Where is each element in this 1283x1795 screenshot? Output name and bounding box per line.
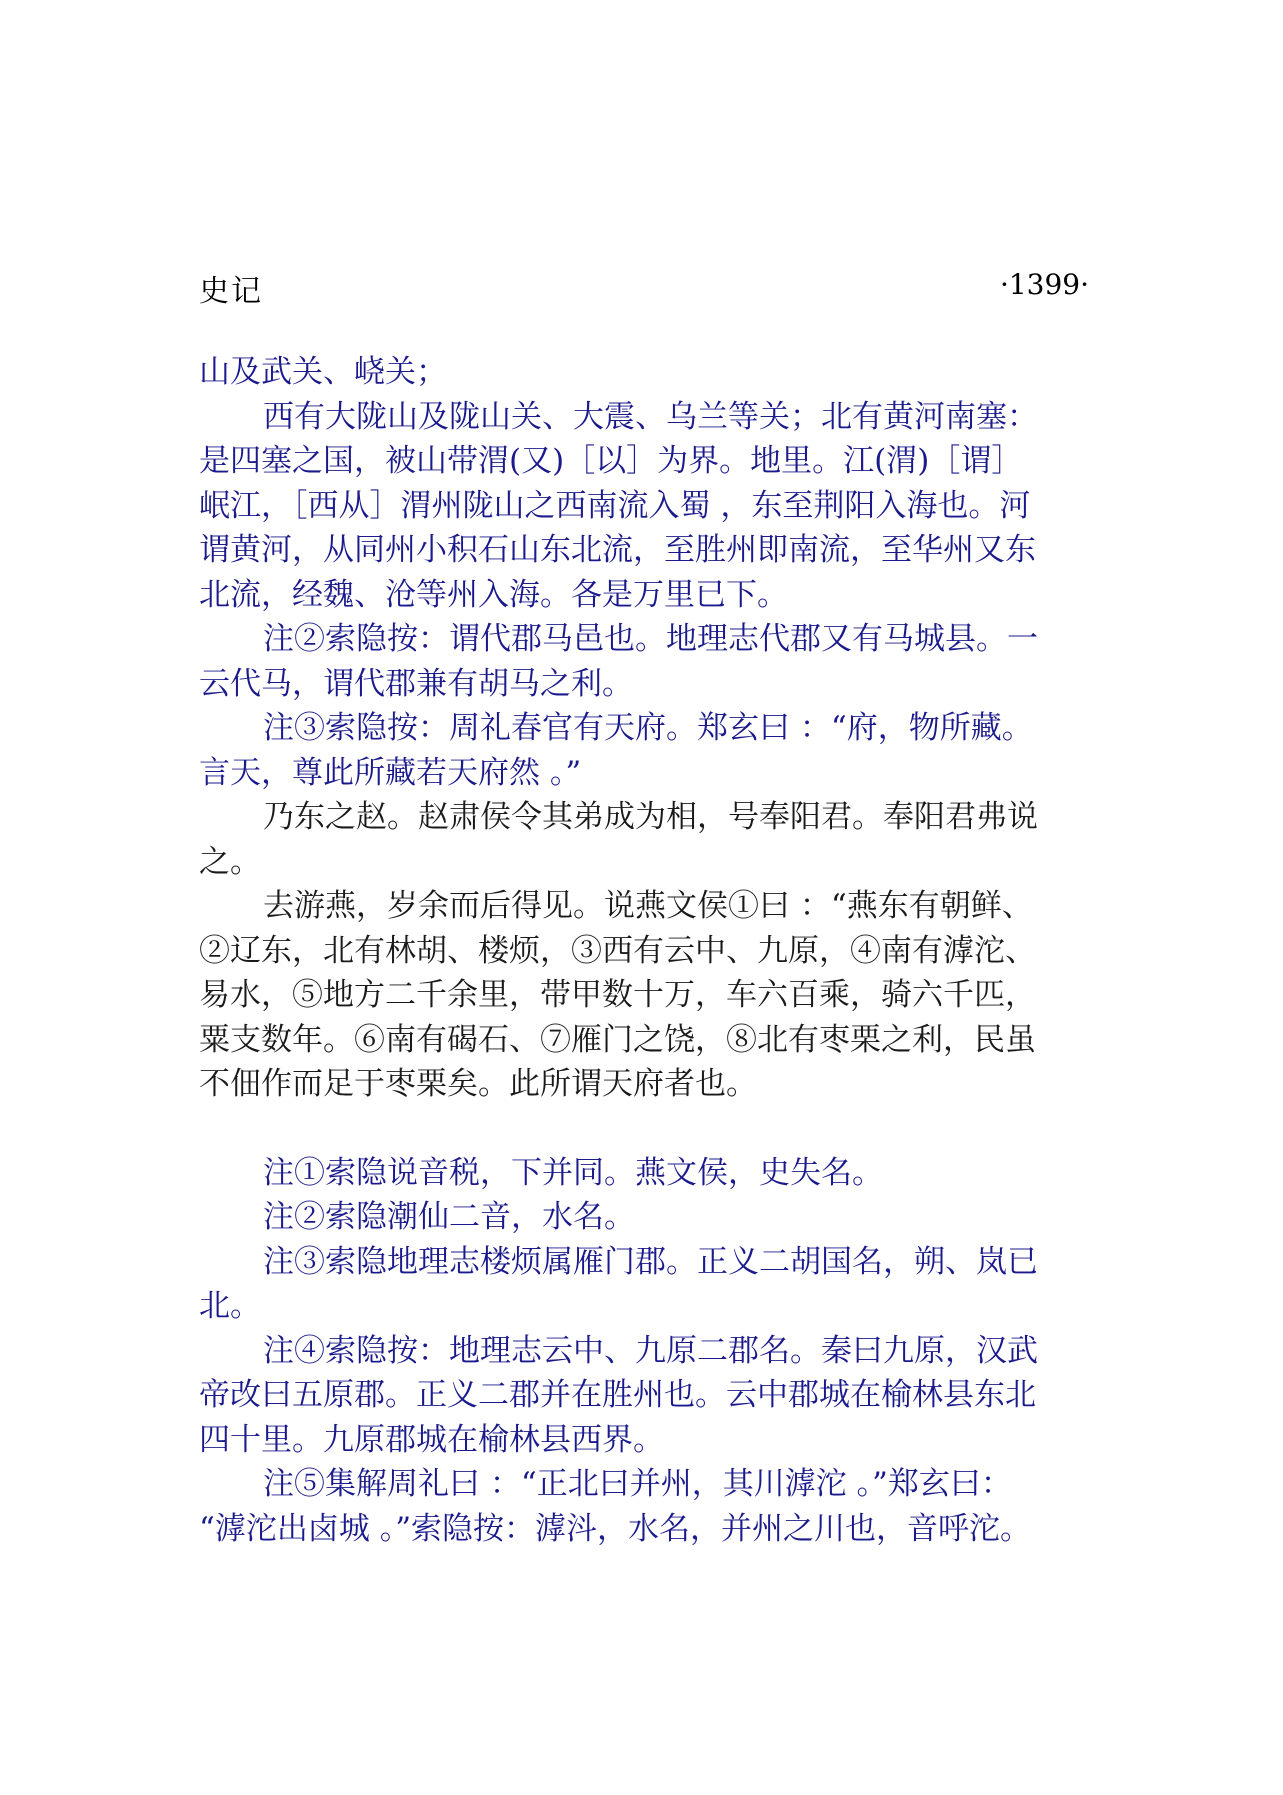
annotation-line: 山及武关、峣关； xyxy=(199,354,447,390)
annotation-line: 帝改曰五原郡。正义二郡并在胜州也。云中郡城在榆林县东北 xyxy=(199,1377,1036,1413)
annotation-line: 注②索隐按：谓代郡马邑也。地理志代郡又有马城县。一 xyxy=(263,621,1038,657)
annotation-line: 言天，尊此所藏若天府然 。” xyxy=(199,754,582,791)
annotation-line: 注②索隐潮仙二音，水名。 xyxy=(263,1199,635,1235)
annotation-line: 北。 xyxy=(199,1288,261,1324)
annotation-line: 云代马，谓代郡兼有胡马之利。 xyxy=(199,665,633,702)
annotation-line: 北流，经魏、沧等州入海。各是万里已下。 xyxy=(199,576,788,613)
main-text-line: 去游燕，岁余而后得见。说燕文侯①曰 ：“燕东有朝鲜、 xyxy=(263,888,1033,924)
page-header xyxy=(199,266,1089,316)
annotation-line: 注⑤集解周礼曰 ：“正北曰并州，其川滹沱 。”郑玄曰： xyxy=(263,1466,1012,1502)
annotation-line: 谓黄河，从同州小积石山东北流，至胜州即南流，至华州又东 xyxy=(199,532,1036,568)
main-text-line: 不佃作而足于枣栗矣。此所谓天府者也。 xyxy=(199,1066,757,1102)
main-text-line: 之。 xyxy=(199,843,261,880)
annotation-line: “滹沱出卤城 。”索隐按：滹㳆，水名，并州之川也，音呼沱。 xyxy=(199,1510,1032,1547)
annotation-line: 西有大陇山及陇山关、大震、乌兰等关；北有黄河南塞： xyxy=(263,398,1038,435)
annotation-line: 注①索隐说音税，下并同。燕文侯，史失名。 xyxy=(263,1154,883,1191)
paragraph-gap xyxy=(199,1107,1089,1151)
annotation-line: 注③索隐按：周礼春官有天府。郑玄曰 ：“府，物所藏。 xyxy=(263,710,1033,746)
annotation-line: 注④索隐按：地理志云中、九原二郡名。秦曰九原，汉武 xyxy=(263,1332,1038,1369)
book-title: 史记 xyxy=(199,274,263,309)
main-text-line: 乃东之赵。赵肃侯令其弟成为相，号奉阳君。奉阳君弗说 xyxy=(263,799,1038,835)
main-text-line: 易水，⑤地方二千余里，带甲数十万，车六百乘，骑六千匹， xyxy=(199,977,1036,1013)
body-text xyxy=(199,350,1089,1551)
annotation-line: 是四塞之国，被山带渭(又)［以］为界。地里。江(渭)［谓］ xyxy=(199,443,1023,479)
annotation-line: 四十里。九原郡城在榆林县西界。 xyxy=(199,1421,664,1458)
main-text-line: ②辽东，北有林胡、楼烦，③西有云中、九原，④南有滹沱、 xyxy=(199,932,1036,969)
annotation-line: 岷江，［西从］渭州陇山之西南流入蜀 ，东至荆阳入海也。河 xyxy=(199,487,1031,524)
main-text-line: 粟支数年。⑥南有碣石、⑦雁门之饶，⑧北有枣栗之利，民虽 xyxy=(199,1021,1036,1058)
annotation-line: 注③索隐地理志楼烦属雁门郡。正义二胡国名，朔、岚已 xyxy=(263,1243,1038,1280)
page-number: ·1399· xyxy=(999,268,1089,301)
